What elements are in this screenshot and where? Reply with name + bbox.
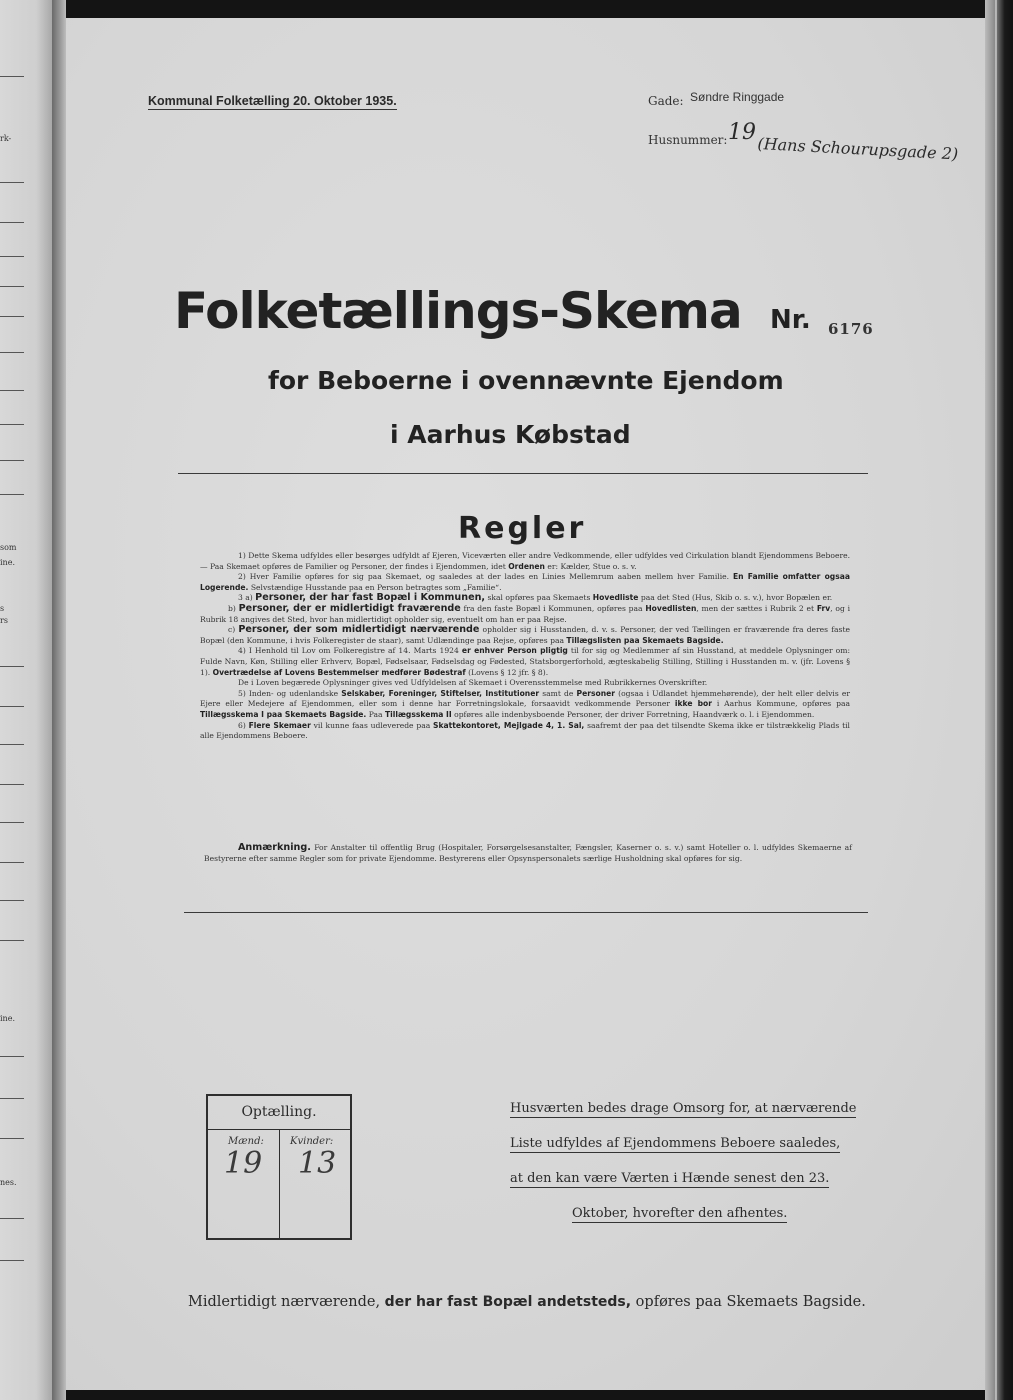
page-edge [985,0,1013,1400]
margin-fragment: ine. [0,1014,15,1023]
house-note-handwritten: (Hans Schourupsgade 2) [757,134,959,164]
instruction-line-4: Oktober, hvorefter den afhentes. [572,1206,788,1221]
rule-5: 5) Inden- og udenlandske Selskaber, Foreninger, Stiftelser, Institutioner samt de Personer (ogsaa i Udlandet hjemmehørende), der helt eller delvis er Ejere eller Medejere af Ejendommen, eller som i denne har Forretningslokale, forsaavidt vedkommende Personer ikke bor i Aarhus Kommune, opføres paa Tillægsskema I paa Skemaets Bagside. Paa Tillægsskema II opføres alle indenbysboende Personer, der driver Forretning, Haandværk o. l. i Ejendommen. [200,688,850,719]
street-value: Søndre Ringgade [690,90,785,104]
form-number-value: 6176 [828,320,874,338]
form-number-label: Nr. [770,305,811,335]
rule-3c: c) Personer, der som midlertidigt nærværende opholder sig i Husstanden, d. v. s. Personer, der ved Tællingen er fraværende fra deres faste Bopæl (den Kommune, i hvis Folkeregister de staar), samt Udlændinge paa Rejse, opføres paa Tillægslisten paa Skemaets Bagside. [200,624,850,645]
count-box [206,1094,352,1240]
rule-1: 1) Dette Skema udfyldes eller besørges udfyldt af Ejeren, Viceværten eller andre Vedkommende, eller udfyldes ved Cirkulation blandt Ejendommens Beboere. — Paa Skemaet opføres de Familier og Personer, der findes i Ejendommen, idet Ordenen er: Kælder, Stue o. s. v. [200,551,850,571]
rule-4-continued: De i Loven begærede Oplysninger gives ved Udfyldelsen af Skemaet i Overensstemmelse med Rubrikkernes Overskrifter. [238,678,708,688]
count-column-divider [279,1130,280,1238]
remark-paragraph [204,842,852,864]
remark-text: For Anstalter til offentlig Brug (Hospitaler, Forsørgelsesanstalter, Fængsler, Kaserner o. s. v.) samt Hoteller o. l. udfyldes Skemaerne af Bestyrerne efter samme Regler som for private Ejendomme. Bestyrerens eller Opsynspersonalets særlige Husholdning skal opføres for sig. [204,843,852,863]
census-date-line: Kommunal Folketælling 20. Oktober 1935. [148,94,397,108]
rules-heading: Regler [458,511,587,546]
rule-3b: b) Personer, der er midlertidigt fraværende fra den faste Bopæl i Kommunen, opføres paa Hovedlisten, men der sættes i Rubrik 2 et Frv, og i Rubrik 18 angives det Sted, hvor han midlertidigt opholder sig, eventuelt om han er paa Rejse. [200,602,850,624]
book-gutter [52,0,66,1400]
divider-top [178,473,868,474]
form-subtitle: for Beboerne i ovennævnte Ejendom [268,366,784,395]
form-subtitle-town: i Aarhus Købstad [390,420,631,449]
remark-label: Anmærkning. [238,842,311,853]
house-number-handwritten: 19 [728,120,756,145]
instruction-line-2: Liste udfyldes af Ejendommens Beboere saaledes, [510,1136,841,1151]
form-title: Folketællings-Skema [174,282,742,340]
rules-body [200,551,850,742]
margin-fragment: nes. [0,1178,17,1187]
adjacent-page-strip [0,0,52,1400]
street-label: Gade: [648,94,684,108]
instruction-line-1: Husværten bedes drage Omsorg for, at nærværende [510,1101,857,1116]
margin-fragment: s [0,604,5,613]
margin-fragment: rs [0,616,8,625]
men-count-handwritten: 19 [224,1146,263,1181]
instruction-line-3: at den kan være Værten i Hænde senest den 23. [510,1171,830,1186]
rule-3a: 3 a) Personer, der har fast Bopæl i Kommunen, skal opføres paa Skemaets Hovedliste paa det Sted (Hus, Skib o. s. v.), hvor Bopælen er. [238,592,833,604]
women-count-handwritten: 13 [298,1146,337,1181]
rule-4: 4) I Henhold til Lov om Folkeregistre af 14. Marts 1924 er enhver Person pligtig til for sig og Medlemmer af sin Husstand, at meddele Oplysninger om: Fulde Navn, Køn, Stilling eller Erhverv, Bopæl, Fødselsaar, Fødselsdag og Fødested, Statsborgerforhold, ægteskabelig Stilling, Stilling i Husstanden m. v. (jfr. Lovens § 1). Overtrædelse af Lovens Bestemmelser medfører Bødestraf (Lovens § 12 jfr. § 8). [200,646,851,677]
rule-2: 2) Hver Familie opføres for sig paa Skemaet, og saaledes at der lades en Linies Mellemrum aaben mellem hver Familie. En Familie omfatter ogsaa Logerende. Selvstændige Husstande paa en Person betragtes som „Familie“. [200,572,850,592]
footer-note: Midlertidigt nærværende, der har fast Bopæl andetsteds, opføres paa Skemaets Bagside. [188,1294,866,1310]
count-title: Optælling. [241,1104,317,1120]
women-label: Kvinder: [290,1136,334,1147]
margin-fragment: som [0,543,17,552]
margin-fragment: rk- [0,134,12,143]
men-label: Mænd: [228,1136,264,1147]
margin-fragment: ine. [0,558,15,567]
divider-bottom [184,912,868,913]
rule-6: 6) Flere Skemaer vil kunne faas udleverede paa Skattekontoret, Mejlgade 4, 1. Sal, saafremt der paa det tilsendte Skema ikke er tilstrækkelig Plads til alle Ejendommens Beboere. [200,720,850,741]
house-number-label: Husnummer: [648,133,728,147]
